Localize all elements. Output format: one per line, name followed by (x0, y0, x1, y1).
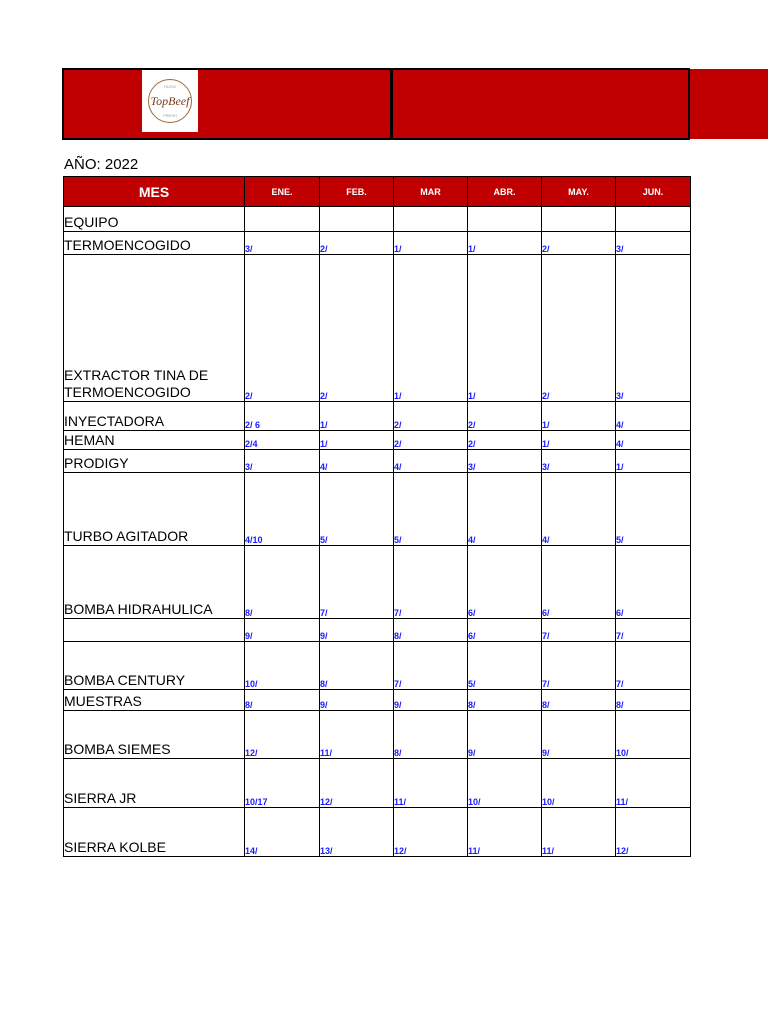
date-cell: 2/ (245, 255, 320, 402)
date-cell: 8/ (542, 690, 616, 711)
date-cell: 3/ (245, 232, 320, 255)
date-cell: 2/ (468, 431, 542, 450)
date-cell: 1/ (468, 255, 542, 402)
year-line (64, 156, 138, 173)
date-cell: 12/ (394, 808, 468, 857)
date-cell: 2/ (320, 255, 394, 402)
table-row (64, 711, 691, 759)
date-cell: 4/ (616, 402, 691, 431)
logo-seal-icon (148, 79, 192, 123)
date-cell: 4/ (542, 473, 616, 546)
date-cell: 4/ (616, 431, 691, 450)
date-cell: 11/ (468, 808, 542, 857)
date-cell: 7/ (320, 546, 394, 619)
date-cell: 4/ (320, 450, 394, 473)
date-cell (616, 207, 691, 232)
date-cell (542, 207, 616, 232)
logo-bottom-text: FRESH (163, 113, 177, 118)
date-cell: 5/ (394, 473, 468, 546)
table-row (64, 546, 691, 619)
date-cell: 11/ (394, 759, 468, 808)
date-cell: 9/ (320, 690, 394, 711)
date-cell: 8/ (245, 690, 320, 711)
equipment-label: EQUIPO (64, 207, 245, 232)
header-month: JUN. (616, 177, 691, 207)
date-cell: 7/ (542, 619, 616, 642)
table-row (64, 759, 691, 808)
header-banner-extension (690, 69, 768, 139)
date-cell: 6/ (468, 619, 542, 642)
date-cell: 14/ (245, 808, 320, 857)
date-cell: 2/ (542, 232, 616, 255)
equipment-label: SIERRA KOLBE (64, 808, 245, 857)
date-cell: 2/ (468, 402, 542, 431)
date-cell: 9/ (542, 711, 616, 759)
date-cell: 3/ (245, 450, 320, 473)
date-cell: 10/ (616, 711, 691, 759)
date-cell: 12/ (616, 808, 691, 857)
equipment-label: TERMOENCOGIDO (64, 232, 245, 255)
equipment-label: BOMBA HIDRAHULICA (64, 546, 245, 619)
date-cell: 9/ (245, 619, 320, 642)
date-cell: 12/ (245, 711, 320, 759)
date-cell: 3/ (542, 450, 616, 473)
date-cell: 1/ (320, 402, 394, 431)
header-row (64, 177, 691, 207)
header-month: ABR. (468, 177, 542, 207)
date-cell: 8/ (245, 546, 320, 619)
maintenance-table (63, 176, 691, 857)
date-cell: 5/ (468, 642, 542, 690)
logo-top-text: HUGO (164, 84, 176, 89)
date-cell: 10/17 (245, 759, 320, 808)
equipment-label: EXTRACTOR TINA DE TERMOENCOGIDO (64, 255, 245, 402)
date-cell: 2/ (394, 402, 468, 431)
date-cell: 6/ (616, 546, 691, 619)
table-row (64, 450, 691, 473)
date-cell: 1/ (542, 402, 616, 431)
date-cell: 6/ (542, 546, 616, 619)
date-cell: 6/ (468, 546, 542, 619)
date-cell: 3/ (616, 232, 691, 255)
date-cell: 2/ (394, 431, 468, 450)
equipment-label (64, 619, 245, 642)
date-cell: 4/ (394, 450, 468, 473)
equipment-label: BOMBA CENTURY (64, 642, 245, 690)
equipment-label: TURBO AGITADOR (64, 473, 245, 546)
table-row (64, 619, 691, 642)
header-month: ENE. (245, 177, 320, 207)
date-cell: 7/ (542, 642, 616, 690)
company-logo (142, 70, 198, 132)
date-cell: 2/ (542, 255, 616, 402)
date-cell: 5/ (616, 473, 691, 546)
date-cell: 8/ (616, 690, 691, 711)
date-cell: 11/ (616, 759, 691, 808)
date-cell: 12/ (320, 759, 394, 808)
equipment-label: INYECTADORA (64, 402, 245, 431)
date-cell: 13/ (320, 808, 394, 857)
date-cell: 9/ (320, 619, 394, 642)
date-cell: 5/ (320, 473, 394, 546)
date-cell: 8/ (320, 642, 394, 690)
date-cell: 11/ (542, 808, 616, 857)
header-month: FEB. (320, 177, 394, 207)
date-cell: 1/ (394, 255, 468, 402)
table-row (64, 808, 691, 857)
table-row (64, 642, 691, 690)
date-cell: 1/ (394, 232, 468, 255)
date-cell: 7/ (616, 642, 691, 690)
date-cell: 3/ (468, 450, 542, 473)
equipment-label: PRODIGY (64, 450, 245, 473)
year-label: AÑO: (64, 156, 101, 173)
date-cell: 10/ (542, 759, 616, 808)
equipment-label: HEMAN (64, 431, 245, 450)
date-cell: 1/ (616, 450, 691, 473)
date-cell (245, 207, 320, 232)
header-divider (390, 68, 393, 140)
table-row (64, 255, 691, 402)
date-cell (320, 207, 394, 232)
date-cell: 2/ 6 (245, 402, 320, 431)
date-cell (468, 207, 542, 232)
year-value: 2022 (104, 156, 139, 173)
date-cell: 7/ (394, 642, 468, 690)
table-row (64, 402, 691, 431)
date-cell (394, 207, 468, 232)
date-cell: 8/ (468, 690, 542, 711)
date-cell: 8/ (394, 619, 468, 642)
table-row (64, 207, 691, 232)
header-month: MAR (394, 177, 468, 207)
date-cell: 11/ (320, 711, 394, 759)
table-row (64, 431, 691, 450)
table-row (64, 232, 691, 255)
date-cell: 8/ (394, 711, 468, 759)
equipment-label: MUESTRAS (64, 690, 245, 711)
date-cell: 4/ (468, 473, 542, 546)
header-month: MAY. (542, 177, 616, 207)
table-row (64, 473, 691, 546)
date-cell: 2/ (320, 232, 394, 255)
header-mes: MES (64, 177, 245, 207)
equipment-label: BOMBA SIEMES (64, 711, 245, 759)
date-cell: 10/ (245, 642, 320, 690)
date-cell: 1/ (542, 431, 616, 450)
equipment-label: SIERRA JR (64, 759, 245, 808)
logo-text: TopBeef (150, 93, 190, 108)
date-cell: 7/ (394, 546, 468, 619)
date-cell: 3/ (616, 255, 691, 402)
date-cell: 9/ (394, 690, 468, 711)
date-cell: 1/ (320, 431, 394, 450)
date-cell: 9/ (468, 711, 542, 759)
date-cell: 10/ (468, 759, 542, 808)
date-cell: 2/4 (245, 431, 320, 450)
date-cell: 7/ (616, 619, 691, 642)
date-cell: 4/10 (245, 473, 320, 546)
table-row (64, 690, 691, 711)
date-cell: 1/ (468, 232, 542, 255)
